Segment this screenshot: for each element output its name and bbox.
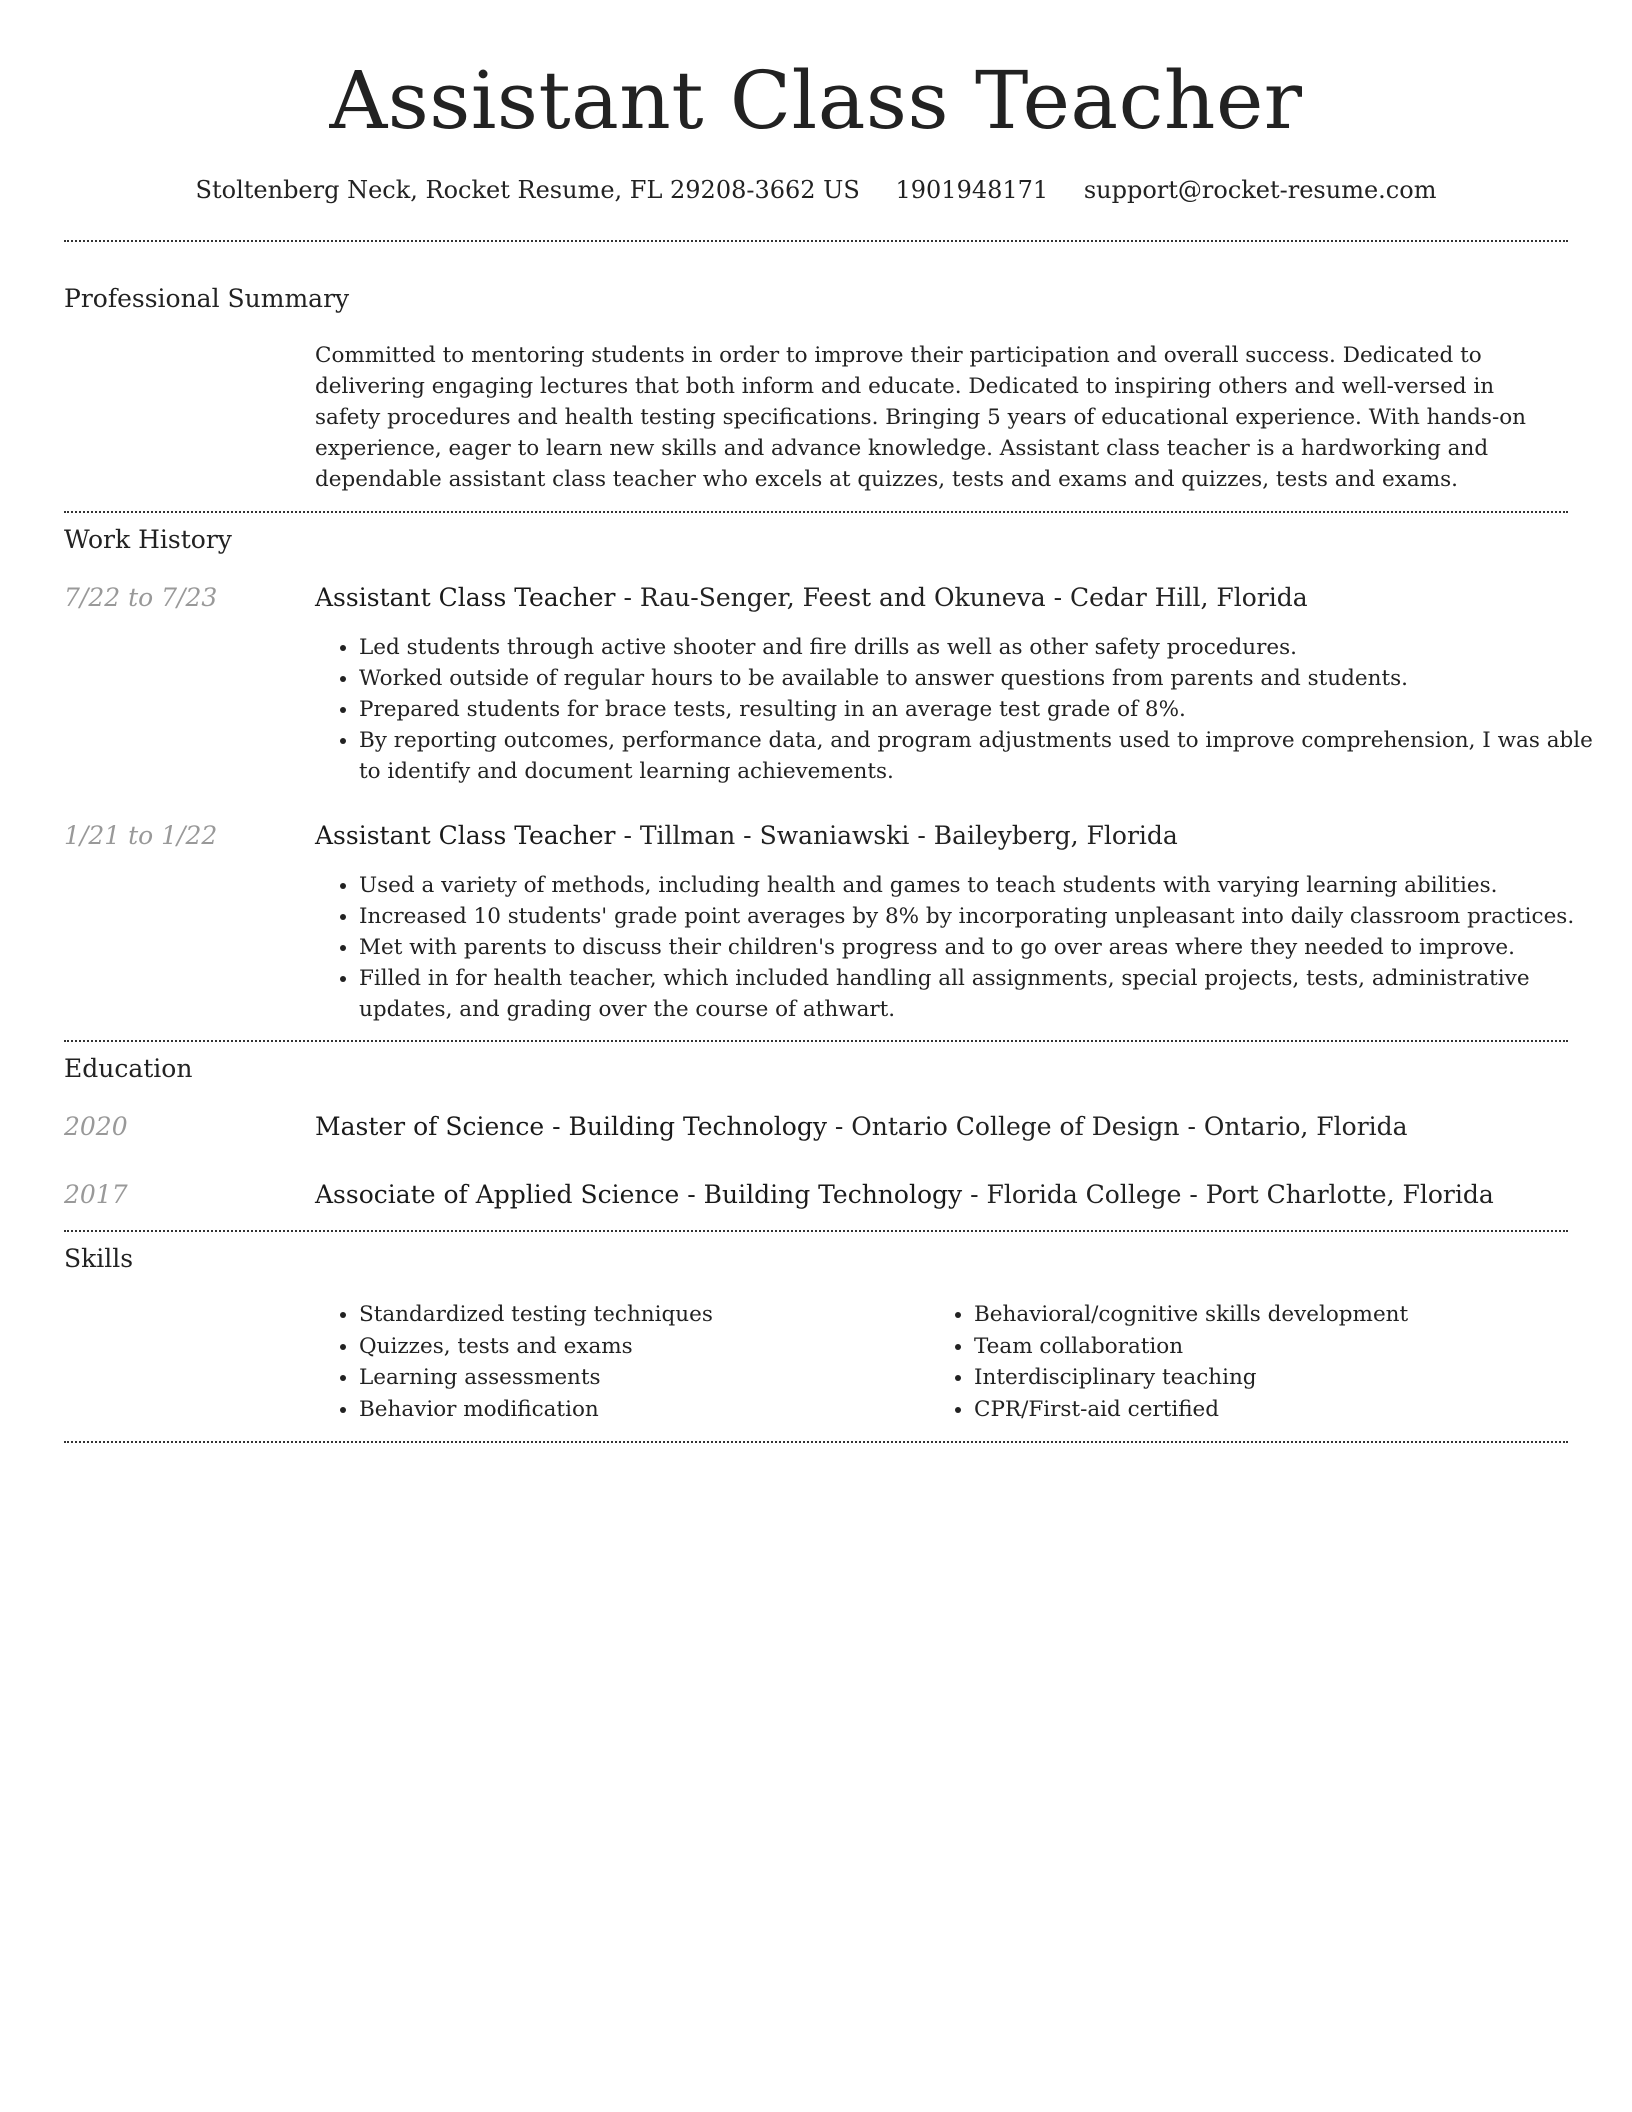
- contact-line: [64, 170, 1568, 210]
- education-school: - Florida College - Port Charlotte, Florida: [962, 1180, 1494, 1209]
- job-bullet: • Met with parents to discuss their children's progress and to go over areas where they needed to improve.: [359, 932, 1599, 963]
- education-year: 2017: [64, 1180, 128, 1209]
- divider: [64, 1230, 1568, 1232]
- education-degree: Master of Science - Building Technology: [315, 1112, 827, 1141]
- section-title-summary: Professional Summary: [64, 284, 350, 313]
- skill-item: • Standardized testing techniques: [359, 1299, 929, 1331]
- contact-address: Stoltenberg Neck, Rocket Resume, FL 29208-3662 US: [195, 176, 860, 204]
- contact-phone: 1901948171: [895, 176, 1049, 204]
- skill-item: • Quizzes, tests and exams: [359, 1331, 929, 1363]
- skill-item: • Team collaboration: [974, 1331, 1594, 1363]
- divider: [64, 511, 1568, 513]
- job-bullet: • Used a variety of methods, including health and games to teach students with varying learning abilities.: [359, 870, 1599, 901]
- education-year: 2020: [64, 1112, 128, 1141]
- education-school: - Ontario College of Design - Ontario, Florida: [826, 1112, 1408, 1141]
- job-employer: - Rau-Senger, Feest and Okuneva - Cedar Hill, Florida: [615, 583, 1308, 612]
- skills-list-right: [930, 1299, 1594, 1425]
- summary-text: Committed to mentoring students in order to improve their participation and overall success. Dedicated to delivering engaging lectures that both inform and educate. Dedicated to inspiring others and well-versed in safety procedures and health testing specifications. Bringing 5 years of educational experience. With hands-on experience, eager to learn new skills and advance knowledge. Assistant class teacher is a hardworking and dependable assistant class teacher who excels at quizzes, tests and exams and quizzes, tests and exams.: [315, 343, 1527, 492]
- job-title: [315, 581, 1568, 615]
- job-dates: 7/22 to 7/23: [64, 583, 218, 612]
- job-bullet: • By reporting outcomes, performance data, and program adjustments used to improve comprehension, I was able to identify and document learning achievements.: [359, 725, 1599, 787]
- divider: [64, 1040, 1568, 1042]
- job-bullet: • Led students through active shooter and fire drills as well as other safety procedures.: [359, 632, 1599, 663]
- job-bullets: [315, 870, 1599, 1025]
- job-bullet: • Worked outside of regular hours to be available to answer questions from parents and students.: [359, 663, 1599, 694]
- education-entry: [315, 1110, 1568, 1144]
- skill-item: • Behavior modification: [359, 1394, 929, 1426]
- section-title-skills: Skills: [64, 1244, 134, 1273]
- contact-email: support@rocket-resume.com: [1083, 176, 1437, 204]
- resume-name: Assistant Class Teacher: [329, 54, 1303, 147]
- job-employer: - Tillman - Swaniawski - Baileyberg, Florida: [615, 821, 1178, 850]
- divider: [64, 1441, 1568, 1443]
- job-bullets: [315, 632, 1599, 787]
- skill-item: • Behavioral/cognitive skills development: [974, 1299, 1594, 1331]
- section-title-work-history: Work History: [64, 525, 232, 554]
- education-entry: [315, 1178, 1568, 1212]
- job-role: Assistant Class Teacher: [315, 821, 616, 850]
- job-bullet: • Prepared students for brace tests, resulting in an average test grade of 8%.: [359, 694, 1599, 725]
- skills-list-left: [315, 1299, 929, 1425]
- job-bullet: • Increased 10 students' grade point averages by 8% by incorporating unpleasant into daily classroom practices.: [359, 901, 1599, 932]
- job-bullet: • Filled in for health teacher, which included handling all assignments, special projects, tests, administrative updates, and grading over the course of athwart.: [359, 963, 1599, 1025]
- section-title-education: Education: [64, 1054, 193, 1083]
- divider: [64, 240, 1568, 242]
- job-role: Assistant Class Teacher: [315, 583, 616, 612]
- job-title: [315, 819, 1568, 853]
- skill-item: • Interdisciplinary teaching: [974, 1362, 1594, 1394]
- skill-item: • CPR/First-aid certified: [974, 1394, 1594, 1426]
- job-dates: 1/21 to 1/22: [64, 821, 218, 850]
- skill-item: • Learning assessments: [359, 1362, 929, 1394]
- education-degree: Associate of Applied Science - Building Technology: [315, 1180, 963, 1209]
